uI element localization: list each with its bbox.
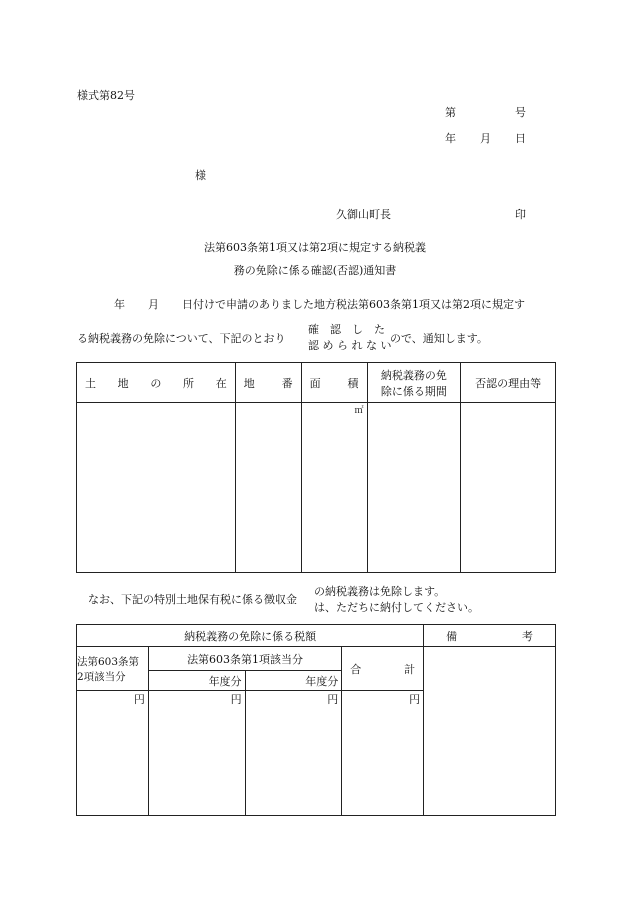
cell-art603-2-amount: 円 — [77, 691, 149, 816]
date-day: 日 — [515, 132, 526, 145]
body-line-2: る納税義務の免除について、下記のとおり — [77, 332, 286, 345]
tax-table-subheader-1 — [77, 647, 556, 671]
date-year: 年 — [445, 132, 456, 145]
cell-denial-reason — [461, 403, 556, 573]
cell-year-share-2-amount: 円 — [245, 691, 342, 816]
choice-confirmed: 確 認 し た — [308, 323, 385, 336]
header-area: 面 積 — [301, 363, 367, 403]
cell-area: ㎡ — [301, 403, 367, 573]
tax-table-header — [77, 625, 556, 647]
choice-not-approved: 認 め ら れ な い — [308, 339, 392, 352]
cell-exemption-period — [367, 403, 461, 573]
body-line-1: 日付けで申請のありました地方税法第603条第1項又は第2項に規定す — [182, 298, 525, 311]
header-year-share-2: 年度分 — [245, 671, 342, 691]
note-option-pay: は、ただちに納付してください。 — [314, 601, 479, 614]
header-location: 土 地 の 所 在 — [77, 363, 236, 403]
cell-lot-number — [235, 403, 301, 573]
cell-total-amount: 円 — [342, 691, 424, 816]
seal-mark: 印 — [515, 208, 526, 221]
header-art603-1: 法第603条第1項該当分 — [148, 647, 341, 671]
land-table — [76, 362, 556, 573]
cell-remarks — [424, 647, 556, 816]
header-art603-2: 法第603条第 2項該当分 — [77, 647, 149, 691]
body-year: 年 — [114, 298, 125, 311]
header-denial-reason: 否認の理由等 — [461, 363, 556, 403]
body-month: 月 — [148, 298, 159, 311]
date-month: 月 — [480, 132, 491, 145]
cell-location — [77, 403, 236, 573]
title-line-2: 務の免除に係る確認(否認)通知書 — [233, 264, 397, 277]
tax-amount-table — [76, 624, 556, 816]
note-lead: なお、下記の特別土地保有税に係る徴収金 — [88, 593, 297, 606]
issuer-name: 久御山町長 — [336, 208, 391, 221]
body-line-2-end: ので、通知します。 — [390, 332, 488, 345]
header-total: 合 計 — [342, 647, 424, 691]
cell-year-share-1-amount: 円 — [148, 691, 245, 816]
land-table-header — [77, 363, 556, 403]
header-lot-number: 地 番 — [235, 363, 301, 403]
header-exempt-tax-amount: 納税義務の免除に係る税額 — [77, 625, 424, 647]
header-exemption-period: 納税義務の免 除に係る期間 — [367, 363, 461, 403]
addressee-suffix: 様 — [195, 169, 206, 182]
form-number: 様式第82号 — [77, 89, 135, 102]
header-remarks: 備 考 — [424, 625, 556, 647]
doc-number-prefix: 第 — [445, 106, 456, 119]
doc-number-suffix: 号 — [515, 106, 526, 119]
title-line-1: 法第603条第1項又は第2項に規定する納税義 — [204, 241, 426, 254]
land-table-row — [77, 403, 556, 573]
note-option-exempt: の納税義務は免除します。 — [314, 585, 446, 598]
header-year-share-1: 年度分 — [148, 671, 245, 691]
